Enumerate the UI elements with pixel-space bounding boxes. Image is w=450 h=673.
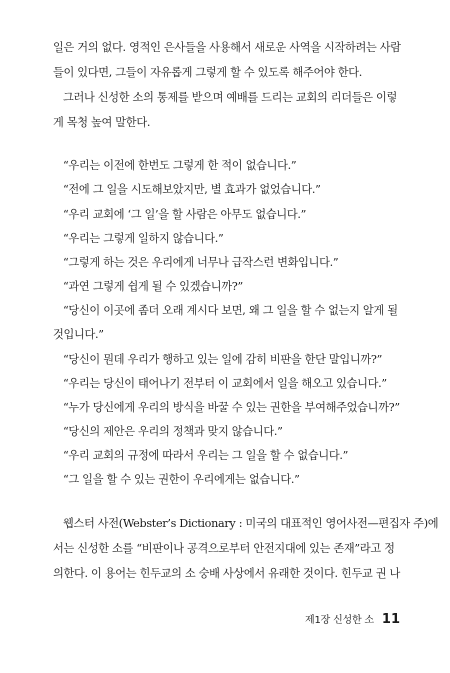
quote-line: “당신의 제안은 우리의 정책과 맞지 않습니다.” xyxy=(63,425,283,438)
page-footer xyxy=(305,611,400,627)
body-line: 일은 거의 없다. 영적인 은사들을 사용해서 새로운 사역을 시작하려는 사람 xyxy=(53,41,401,54)
body-line: 의한다. 이 용어는 힌두교의 소 숭배 사상에서 유래한 것이다. 힌두교 권 나 xyxy=(53,567,401,580)
body-line: 게 목청 높여 말한다. xyxy=(53,116,151,129)
quote-line: “그 일을 할 수 있는 권한이 우리에게는 없습니다.” xyxy=(63,473,300,486)
body-line: 들이 있다면, 그들이 자유롭게 그렇게 할 수 있도록 해주어야 한다. xyxy=(53,66,363,79)
running-head: 제1장 신성한 소 xyxy=(305,615,374,626)
quote-line: “그렇게 하는 것은 우리에게 너무나 급작스런 변화입니다.” xyxy=(63,256,339,269)
page-number: 11 xyxy=(381,612,400,627)
quote-line: “당신이 뭔데 우리가 행하고 있는 일에 감히 비판을 한단 말입니까?” xyxy=(63,353,383,366)
quote-line: “우리는 이전에 한번도 그렇게 한 적이 없습니다.” xyxy=(63,159,297,172)
quote-line: “전에 그 일을 시도해보았지만, 별 효과가 없었습니다.” xyxy=(63,183,321,196)
quote-line: “우리 교회의 규정에 따라서 우리는 그 일을 할 수 없습니다.” xyxy=(63,449,349,462)
quote-line: “우리는 당신이 태어나기 전부터 이 교회에서 일을 해오고 있습니다.” xyxy=(63,377,387,390)
quote-line: 것입니다.” xyxy=(53,328,104,341)
body-line: 웹스터 사전(Webster’s Dictionary : 미국의 대표적인 영어사전—편집자 주)에 xyxy=(63,517,439,530)
quote-line: “당신이 이곳에 좀더 오래 계시다 보면, 왜 그 일을 할 수 없는지 알게 될 xyxy=(63,304,398,317)
quote-line: “과연 그렇게 쉽게 될 수 있겠습니까?” xyxy=(63,280,243,293)
quote-line: “우리 교회에 ‘그 일’을 할 사람은 아무도 없습니다.” xyxy=(63,208,307,221)
body-line: 그러나 신성한 소의 통제를 받으며 예배를 드리는 교회의 리더들은 이렇 xyxy=(63,91,398,104)
body-line: 서는 신성한 소를 “비판이나 공격으로부터 안전지대에 있는 존재”라고 정 xyxy=(53,542,395,555)
quote-line: “우리는 그렇게 일하지 않습니다.” xyxy=(63,232,224,245)
quote-line: “누가 당신에게 우리의 방식을 바꿀 수 있는 권한을 부여해주었습니까?” xyxy=(63,401,400,414)
